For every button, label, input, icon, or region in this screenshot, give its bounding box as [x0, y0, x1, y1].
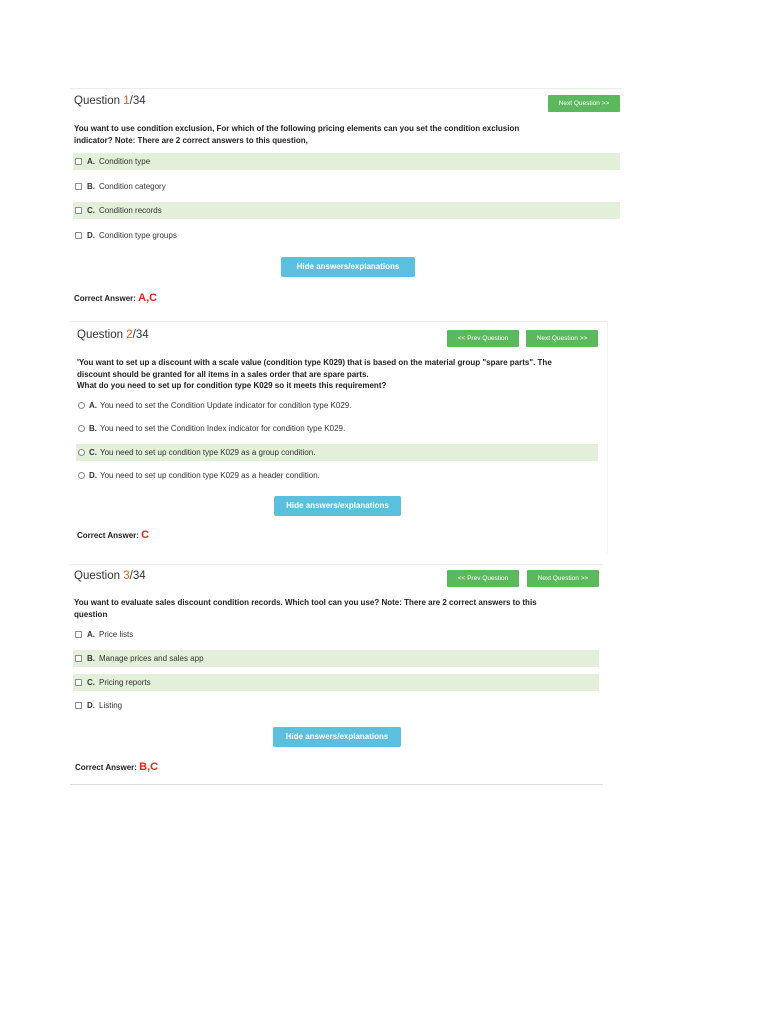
- checkbox[interactable]: [75, 207, 82, 214]
- correct-answer: Correct Answer: C: [77, 529, 150, 541]
- question-text: You want to evaluate sales discount condition records. Which tool can you use? Note: There are 2 correct answers to this question: [74, 598, 537, 619]
- question-card-3: [70, 564, 603, 784]
- prev-question-button[interactable]: << Prev Question: [447, 570, 519, 587]
- checkbox[interactable]: [75, 183, 82, 190]
- answer-option-c[interactable]: C. Condition records: [73, 202, 620, 219]
- checkbox[interactable]: [75, 655, 82, 662]
- card-divider: [70, 564, 603, 565]
- hide-answers-button[interactable]: Hide answers/explanations: [281, 257, 415, 277]
- answer-option-d[interactable]: D. Condition type groups: [73, 227, 620, 244]
- answer-option-c[interactable]: C. You need to set up condition type K029 as a group condition.: [76, 444, 598, 461]
- correct-answer-value: B,C: [139, 761, 159, 773]
- hide-answers-button[interactable]: Hide answers/explanations: [274, 496, 401, 516]
- answer-option-b[interactable]: B. Condition category: [73, 178, 620, 195]
- answer-option-b[interactable]: B. Manage prices and sales app: [73, 650, 599, 667]
- question-title: Question 3/34: [74, 570, 146, 582]
- radio-button[interactable]: [78, 449, 85, 456]
- prev-question-button[interactable]: << Prev Question: [447, 330, 519, 347]
- question-title: Question 1/34: [74, 95, 146, 107]
- card-divider: [70, 321, 608, 322]
- hide-answers-button[interactable]: Hide answers/explanations: [273, 727, 401, 747]
- checkbox[interactable]: [75, 158, 82, 165]
- correct-answer: Correct Answer: B,C: [75, 761, 159, 773]
- card-divider: [70, 88, 622, 89]
- answer-option-b[interactable]: B. You need to set the Condition Index indicator for condition type K029.: [76, 420, 598, 437]
- question-text: 'You want to set up a discount with a scale value (condition type K029) that is based on the material group "spare parts". The discount should be granted for all items in a sales order that are spare parts. What do you need to set up for condition type K029 so it meets this requirement?: [77, 358, 552, 390]
- correct-answer-value: C: [141, 529, 150, 541]
- next-question-button[interactable]: Next Question >>: [527, 570, 599, 587]
- question-title: Question 2/34: [77, 329, 149, 341]
- checkbox[interactable]: [75, 679, 82, 686]
- question-card-2: [70, 321, 608, 553]
- next-question-button[interactable]: Next Question >>: [526, 330, 598, 347]
- answer-option-a[interactable]: A. You need to set the Condition Update indicator for condition type K029.: [76, 397, 598, 414]
- checkbox[interactable]: [75, 702, 82, 709]
- radio-button[interactable]: [78, 472, 85, 479]
- next-question-button[interactable]: Next Question >>: [548, 95, 620, 112]
- correct-answer: Correct Answer: A,C: [74, 292, 158, 304]
- radio-button[interactable]: [78, 425, 85, 432]
- answer-option-c[interactable]: C. Pricing reports: [73, 674, 599, 691]
- question-card-1: [70, 88, 622, 313]
- answer-option-d[interactable]: D. You need to set up condition type K029 as a header condition.: [76, 467, 598, 484]
- answer-option-a[interactable]: A. Price lists: [73, 626, 599, 643]
- answer-option-a[interactable]: A. Condition type: [73, 153, 620, 170]
- correct-answer-value: A,C: [138, 292, 158, 304]
- checkbox[interactable]: [75, 631, 82, 638]
- radio-button[interactable]: [78, 402, 85, 409]
- checkbox[interactable]: [75, 232, 82, 239]
- question-text: You want to use condition exclusion, For which of the following pricing elements can you set the condition exclusion indicator? Note: There are 2 correct answers to this question,: [74, 124, 520, 145]
- card-border: [607, 321, 608, 553]
- page-divider: [70, 784, 603, 785]
- answer-option-d[interactable]: D. Listing: [73, 697, 599, 714]
